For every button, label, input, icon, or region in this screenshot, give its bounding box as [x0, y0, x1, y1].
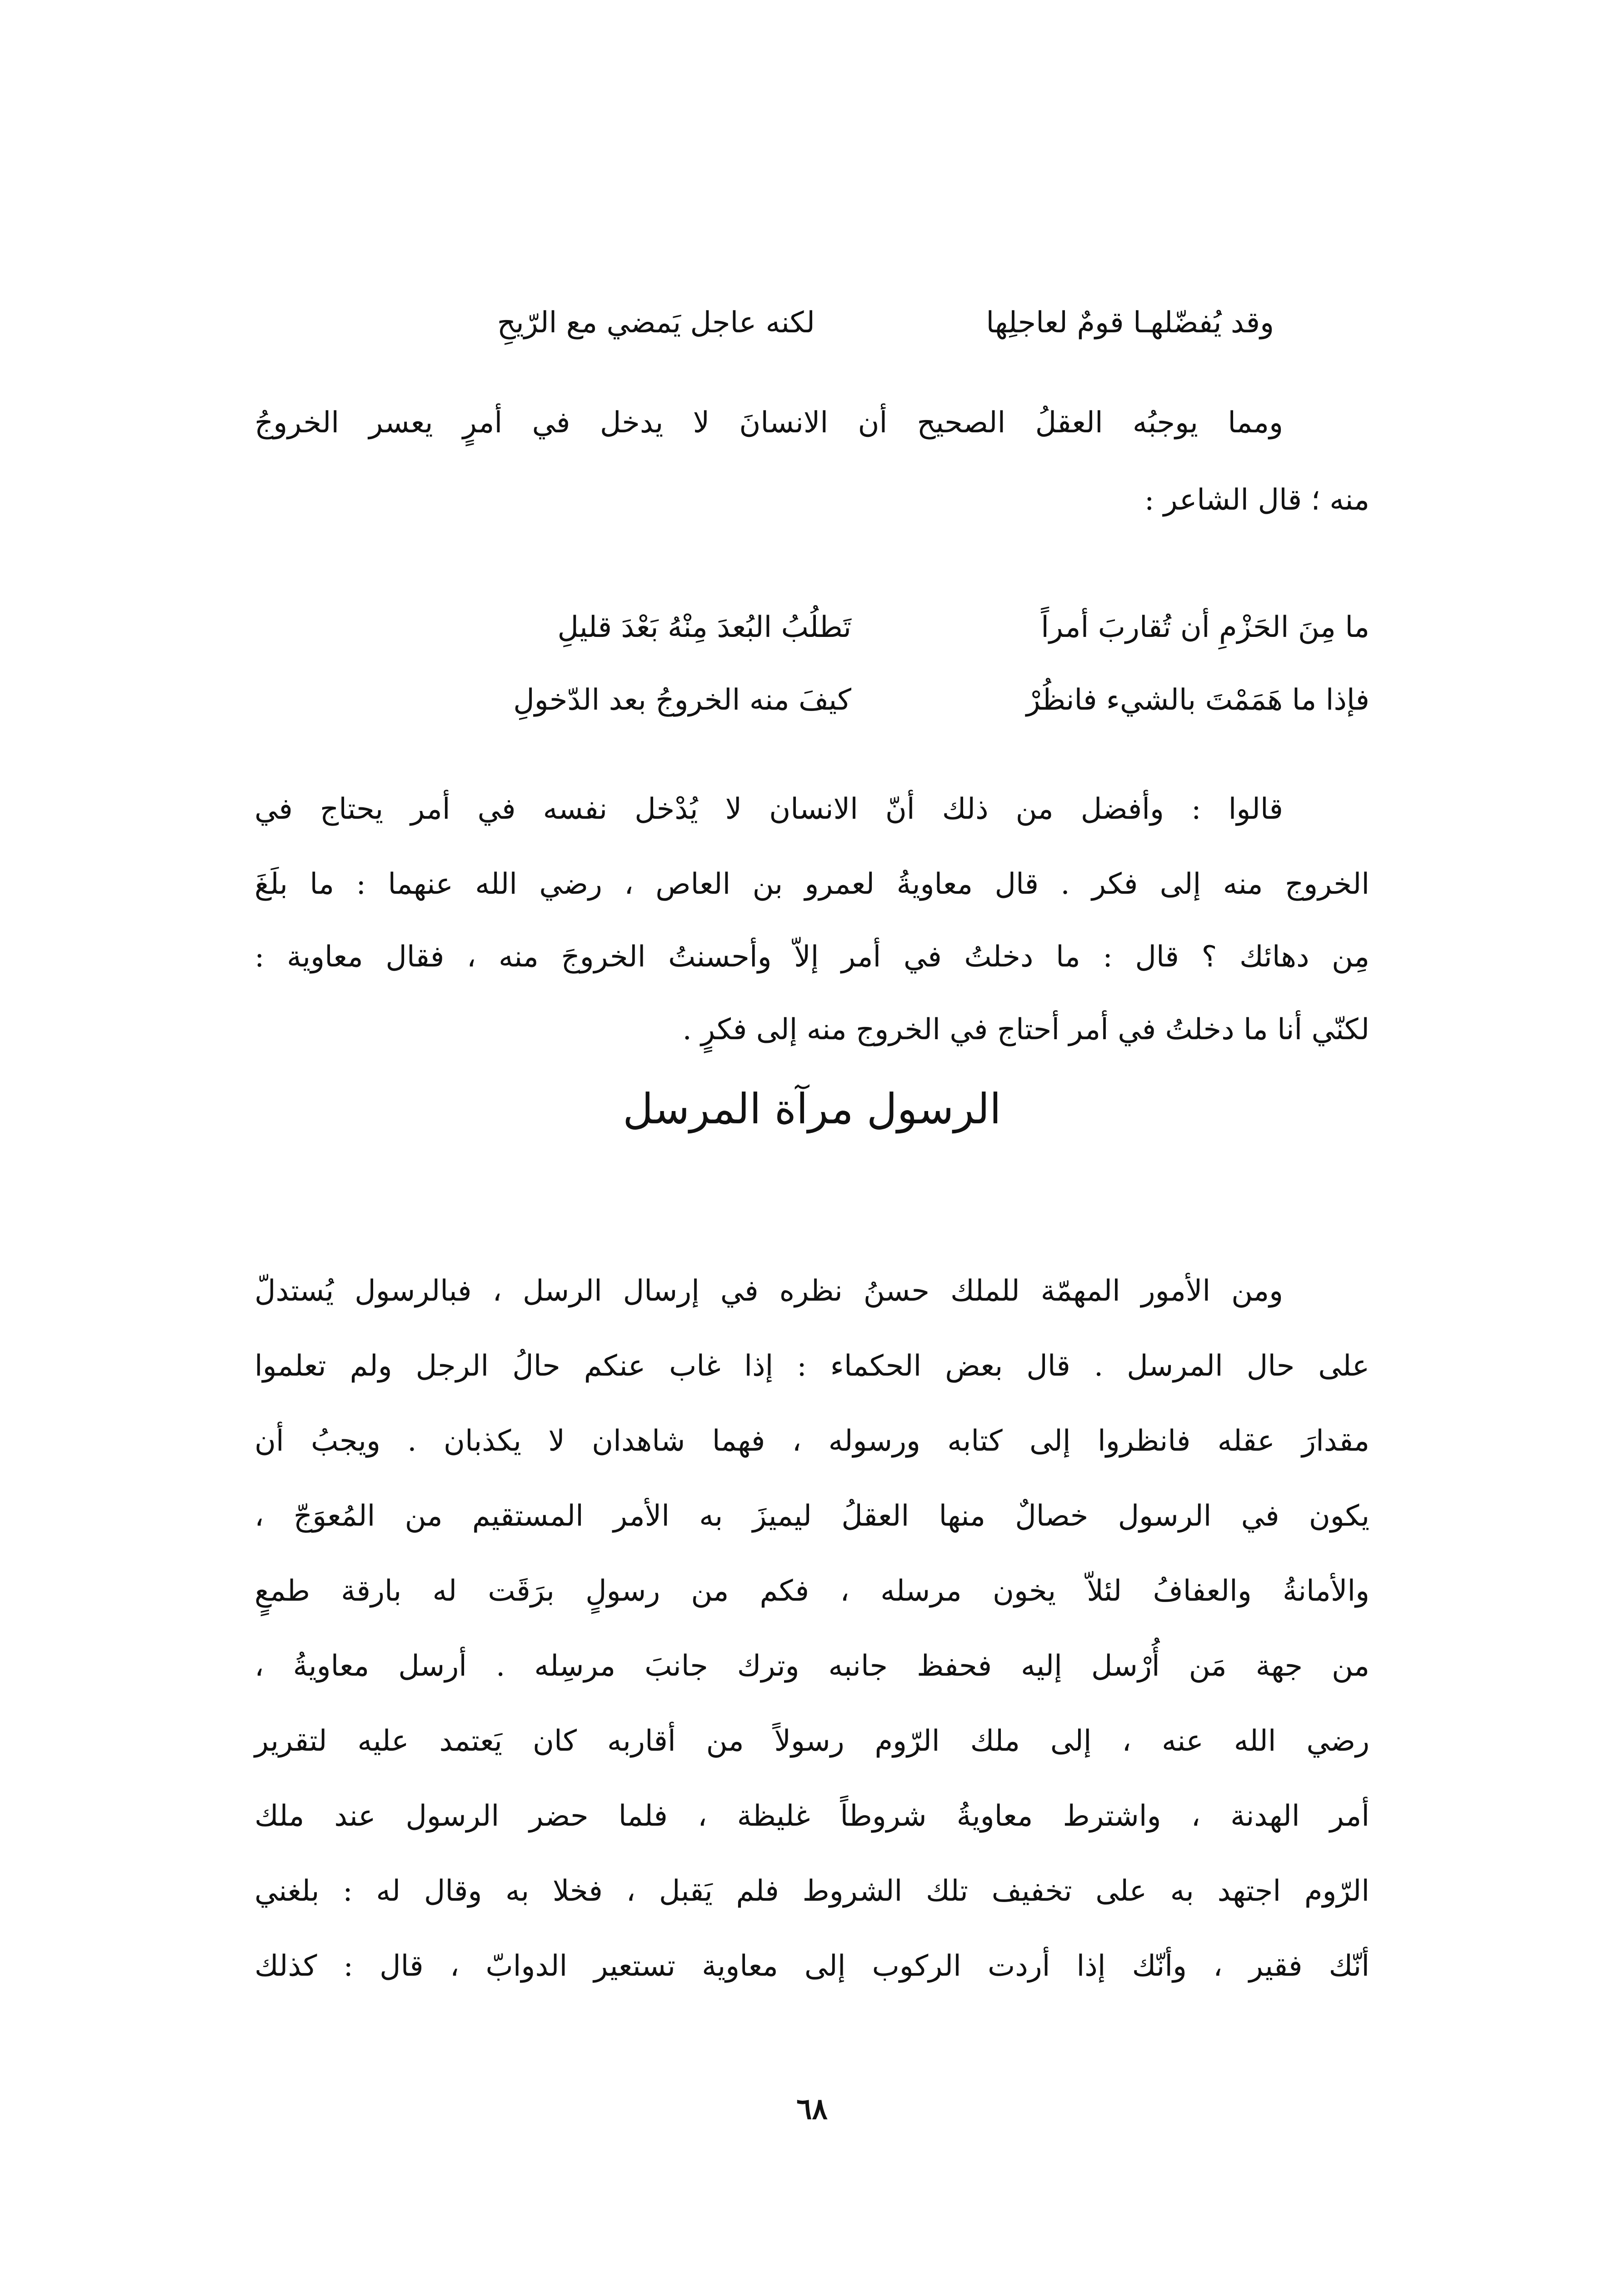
- verse2-line1-hemistich-left: تَطلُبُ البُعدَ مِنْهُ بَعْدَ قليلِ: [557, 611, 851, 644]
- paragraph1-line: منه ؛ قال الشاعر :: [1144, 483, 1369, 517]
- paragraph3-line: والأمانةُ والعفافُ لئلاّ يخون مرسله ، فكم من رسولٍ برَقَت له بارقة طمعٍ: [255, 1574, 1370, 1608]
- paragraph3-line: يكون في الرسول خصالٌ منها العقلُ ليميزَ به الأمر المستقيم من المُعوَجّ ،: [255, 1499, 1369, 1533]
- paragraph3-line: على حال المرسل . قال بعض الحكماء : إذا غاب عنكم حالُ الرجل ولم تعلموا: [255, 1349, 1369, 1383]
- section-title: الرسول مرآة المرسل: [623, 1085, 1001, 1133]
- paragraph3-line: مقدارَ عقله فانظروا إلى كتابه ورسوله ، فهما شاهدان لا يكذبان . ويجبُ أن: [255, 1424, 1369, 1458]
- paragraph3-line: أنّك فقير ، وأنّك إذا أردت الركوب إلى معاوية تستعير الدوابّ ، قال : كذلك: [255, 1949, 1369, 1983]
- verse2-line1-hemistich-right: ما مِنَ الحَزْمِ أن تُقاربَ أمراً: [1041, 611, 1369, 644]
- paragraph2-line: مِن دهائك ؟ قال : ما دخلتُ في أمر إلاّ وأحسنتُ الخروجَ منه ، فقال معاوية :: [255, 940, 1369, 974]
- verse2-line2-hemistich-right: فإذا ما هَمَمْتَ بالشيء فانظُرْ: [1026, 683, 1369, 717]
- paragraph3-line: أمر الهدنة ، واشترط معاويةُ شروطاً غليظة ، فلما حضر الرسول عند ملك: [255, 1799, 1369, 1833]
- paragraph3-line: من جهة مَن أُرْسل إليه فحفظ جانبه وترك جانبَ مرسِله . أرسل معاويةُ ،: [255, 1649, 1369, 1683]
- verse1-hemistich-left: لكنه عاجل يَمضي مع الرّيحِ: [497, 306, 815, 340]
- paragraph3-line: ومن الأمور المهمّة للملك حسنُ نظره في إرسال الرسل ، فبالرسول يُستدلّ: [255, 1274, 1284, 1308]
- verse1-hemistich-right: وقد يُفضّلهـا قومٌ لعاجلِها: [986, 306, 1274, 340]
- paragraph2-line: قالوا : وأفضل من ذلك أنّ الانسان لا يُدْخل نفسه في أمر يحتاج في: [255, 792, 1284, 826]
- paragraph3-line: رضي الله عنه ، إلى ملك الرّوم رسولاً من أقاربه كان يَعتمد عليه لتقرير: [255, 1724, 1370, 1758]
- paragraph2-line: الخروج منه إلى فكر . قال معاويةُ لعمرو بن العاص ، رضي الله عنهما : ما بلَغَ: [255, 867, 1369, 901]
- paragraph2-line: لكنّي أنا ما دخلتُ في أمر أحتاج في الخروج منه إلى فكرٍ .: [682, 1013, 1369, 1046]
- paragraph3-line: الرّوم اجتهد به على تخفيف تلك الشروط فلم يَقبل ، فخلا به وقال له : بلغني: [255, 1874, 1369, 1908]
- paragraph1-line: ومما يوجبُه العقلُ الصحيح أن الانسانَ لا يدخل في أمرٍ يعسر الخروجُ: [255, 406, 1283, 440]
- verse2-line2-hemistich-left: كيفَ منه الخروجُ بعد الدّخولِ: [513, 683, 851, 717]
- page-number: ٦٨: [796, 2092, 828, 2126]
